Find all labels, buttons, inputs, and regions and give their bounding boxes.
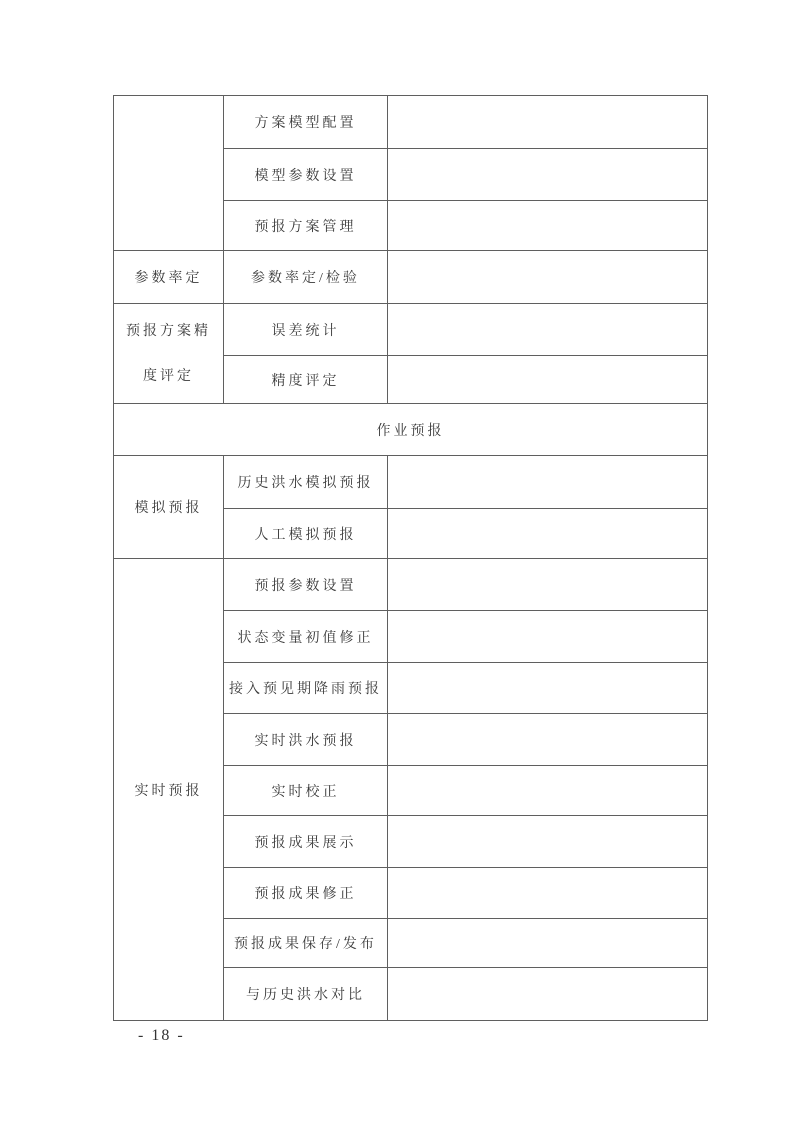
value-cell: [388, 968, 708, 1021]
value-cell: [388, 149, 708, 201]
feature-cell: 状态变量初值修正: [224, 611, 388, 663]
value-cell: [388, 816, 708, 868]
category-cell-simulated-forecast: 模拟预报: [114, 456, 224, 559]
table-row: [114, 456, 708, 509]
feature-cell: 实时校正: [224, 766, 388, 816]
value-cell: [388, 766, 708, 816]
table-row: [114, 404, 708, 456]
feature-cell: 实时洪水预报: [224, 714, 388, 766]
feature-cell: 误差统计: [224, 304, 388, 356]
value-cell: [388, 919, 708, 968]
category-cell-scheme-accuracy: 预报方案精度评定: [114, 304, 224, 404]
value-cell: [388, 559, 708, 611]
table-row: [114, 96, 708, 149]
category-cell-realtime-forecast: 实时预报: [114, 559, 224, 1021]
category-cell-continued: [114, 96, 224, 251]
feature-cell: 预报参数设置: [224, 559, 388, 611]
value-cell: [388, 356, 708, 404]
value-cell: [388, 868, 708, 919]
feature-cell: 参数率定/检验: [224, 251, 388, 304]
value-cell: [388, 714, 708, 766]
value-cell: [388, 304, 708, 356]
category-cell-param-calibration: 参数率定: [114, 251, 224, 304]
feature-cell: 预报成果修正: [224, 868, 388, 919]
value-cell: [388, 96, 708, 149]
value-cell: [388, 611, 708, 663]
feature-cell: 预报方案管理: [224, 201, 388, 251]
feature-cell: 精度评定: [224, 356, 388, 404]
feature-table: [113, 95, 708, 1021]
value-cell: [388, 509, 708, 559]
feature-cell: 人工模拟预报: [224, 509, 388, 559]
feature-cell: 预报成果保存/发布: [224, 919, 388, 968]
value-cell: [388, 251, 708, 304]
feature-cell: 方案模型配置: [224, 96, 388, 149]
table-row: [114, 304, 708, 356]
value-cell: [388, 663, 708, 714]
table-row: [114, 251, 708, 304]
table-row: [114, 559, 708, 611]
section-row-operational-forecast: 作业预报: [114, 404, 708, 456]
page-number: - 18 -: [138, 1027, 185, 1044]
feature-cell: 历史洪水模拟预报: [224, 456, 388, 509]
feature-cell: 接入预见期降雨预报: [224, 663, 388, 714]
value-cell: [388, 456, 708, 509]
feature-cell: 预报成果展示: [224, 816, 388, 868]
feature-cell: 与历史洪水对比: [224, 968, 388, 1021]
value-cell: [388, 201, 708, 251]
feature-cell: 模型参数设置: [224, 149, 388, 201]
